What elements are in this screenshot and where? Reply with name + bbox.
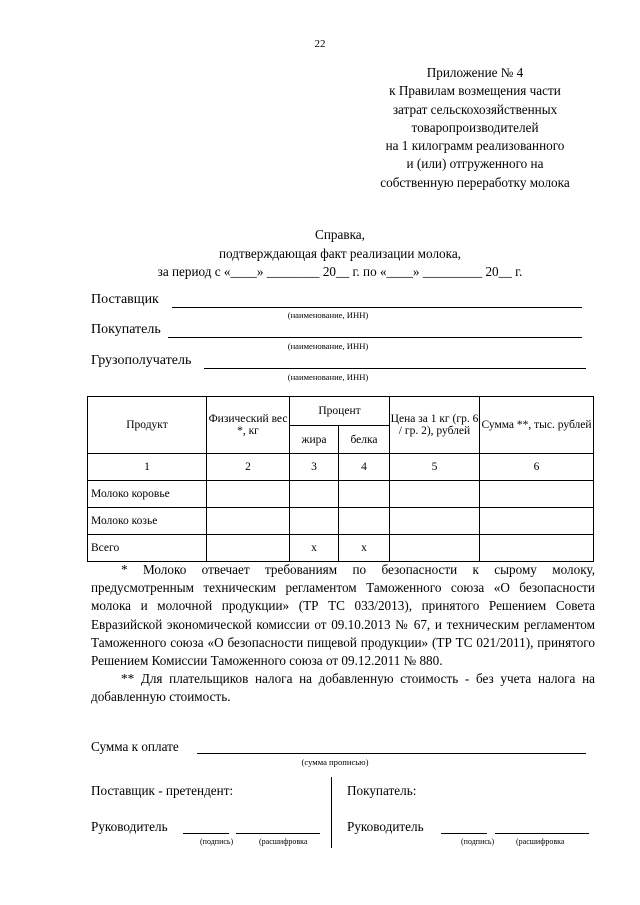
buyer-field[interactable] (168, 337, 582, 338)
buyer-decode-field[interactable] (495, 833, 589, 834)
header-product: Продукт (88, 397, 207, 454)
annex-line: товаропроизводителей (411, 119, 539, 135)
supplier-field[interactable] (172, 307, 582, 308)
column-number: 4 (339, 454, 390, 481)
title-line-2: подтверждающая факт реализации молока, (219, 245, 461, 261)
cell-protein: x (339, 535, 390, 562)
payment-hint: (сумма прописью) (301, 757, 369, 767)
annex-line: затрат сельскохозяйственных (392, 101, 558, 117)
column-numbers-row (88, 454, 594, 481)
header-protein: белка (339, 426, 390, 454)
cell-fat[interactable] (290, 508, 339, 535)
buyer-signature-title: Покупатель: (347, 783, 417, 798)
period-line: за период с «____» ________ 20__ г. по «____» _________ 20__ г. (157, 264, 523, 279)
cell-fat[interactable] (290, 481, 339, 508)
column-number: 2 (207, 454, 290, 481)
buyer-hint: (наименование, ИНН) (287, 341, 369, 351)
supplier-label: Поставщик (91, 292, 159, 307)
annex-line: собственную переработку молока (380, 174, 570, 190)
annex-line: к Правилам возмещения части (389, 83, 561, 99)
consignee-field[interactable] (204, 368, 586, 369)
signature-divider (331, 777, 332, 848)
cell-weight[interactable] (207, 535, 290, 562)
cell-price[interactable] (390, 535, 480, 562)
column-number: 5 (390, 454, 480, 481)
table-row (88, 481, 594, 508)
column-number: 3 (290, 454, 339, 481)
supplier-head-label: Руководитель (91, 819, 168, 834)
header-fat: жира (290, 426, 339, 454)
consignee-label: Грузополучатель (91, 353, 192, 368)
cell-price[interactable] (390, 508, 480, 535)
payment-label: Сумма к оплате (91, 739, 179, 754)
row-product: Молоко коровье (88, 481, 207, 508)
cell-protein[interactable] (339, 481, 390, 508)
cell-sum[interactable] (480, 508, 594, 535)
table-row-total (88, 535, 594, 562)
footnote-2: ** Для плательщиков налога на добавленную стоимость - без учета налога на добавленную стоимость. (91, 671, 595, 705)
annex-line: Приложение № 4 (426, 65, 524, 80)
column-number: 6 (480, 454, 594, 481)
row-product: Молоко козье (88, 508, 207, 535)
buyer-signature-field[interactable] (441, 833, 487, 834)
cell-price[interactable] (390, 481, 480, 508)
cell-protein[interactable] (339, 508, 390, 535)
buyer-sign-hint: (подпись) (461, 837, 495, 846)
footnote-1: * Молоко отвечает требованиям по безопасности к сырому молоку, предусмотренным техническим регламентом Таможенного союза «О безопасности молока и молочной продукции» (ТР ТС 033/2013), принятого Решением Совета Евразийской экономической комиссии от 09.10.2013 № 67, и техническим регламентом Таможенного союза «О безопасности пищевой продукции» (ТР ТС 021/2011), принятого Решением Комиссии Таможенного союза от 09.12.2011 № 880. (91, 562, 595, 669)
cell-fat: x (290, 535, 339, 562)
supplier-signature-title: Поставщик - претендент: (91, 783, 234, 798)
column-number: 1 (88, 454, 207, 481)
page-number: 22 (314, 38, 326, 50)
footnotes (91, 561, 595, 707)
header-price: Цена за 1 кг (гр. 6 / гр. 2), рублей (390, 397, 480, 454)
milk-sales-table (87, 396, 594, 562)
header-weight: Физический вес *, кг (207, 397, 290, 454)
supplier-hint: (наименование, ИНН) (287, 310, 369, 320)
table-row (88, 508, 594, 535)
annex-line: на 1 килограмм реализованного (385, 138, 565, 154)
cell-weight[interactable] (207, 508, 290, 535)
annex-line: и (или) отгруженного на (406, 156, 544, 172)
supplier-decode-field[interactable] (236, 833, 320, 834)
consignee-hint: (наименование, ИНН) (287, 372, 369, 382)
header-sum: Сумма **, тыс. рублей (480, 397, 594, 454)
supplier-sign-hint: (подпись) (200, 837, 234, 846)
title-line-1: Справка, (315, 227, 365, 242)
supplier-signature-field[interactable] (183, 833, 229, 834)
cell-sum[interactable] (480, 481, 594, 508)
annex-header (360, 64, 590, 192)
payment-field[interactable] (197, 753, 586, 754)
buyer-decode-hint: (расшифровка (516, 837, 565, 846)
buyer-label: Покупатель (91, 322, 161, 337)
supplier-decode-hint: (расшифровка (259, 837, 308, 846)
buyer-head-label: Руководитель (347, 819, 424, 834)
document-title (0, 226, 640, 282)
cell-sum[interactable] (480, 535, 594, 562)
header-percent: Процент (290, 397, 390, 426)
row-product: Всего (88, 535, 207, 562)
cell-weight[interactable] (207, 481, 290, 508)
